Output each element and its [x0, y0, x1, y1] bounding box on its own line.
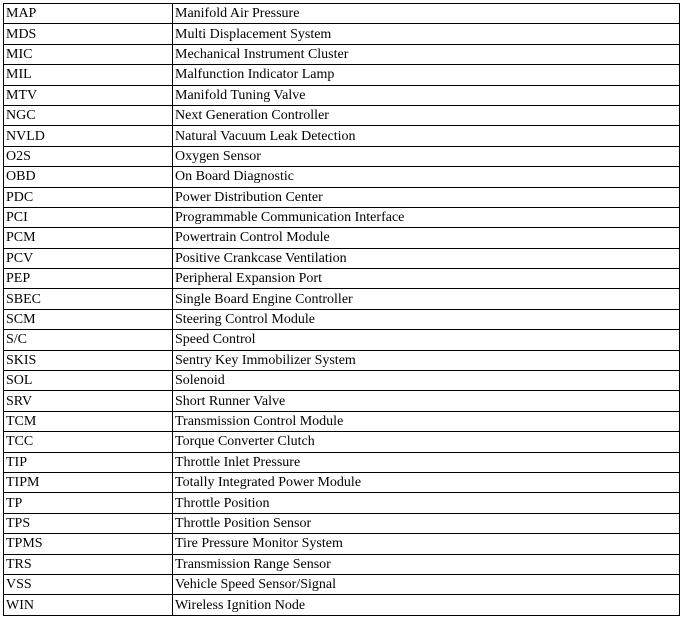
definition-cell: Tire Pressure Monitor System	[173, 534, 680, 554]
definition-cell: Sentry Key Immobilizer System	[173, 350, 680, 370]
abbreviation-cell: MTV	[4, 85, 173, 105]
abbreviation-cell: MIC	[4, 44, 173, 64]
definition-cell: Transmission Range Sensor	[173, 554, 680, 574]
abbreviation-cell: OBD	[4, 167, 173, 187]
definition-cell: Powertrain Control Module	[173, 228, 680, 248]
definition-cell: Mechanical Instrument Cluster	[173, 44, 680, 64]
definition-cell: On Board Diagnostic	[173, 167, 680, 187]
table-row	[4, 126, 680, 146]
table-row	[4, 432, 680, 452]
definition-cell: Manifold Air Pressure	[173, 4, 680, 24]
definition-cell: Vehicle Speed Sensor/Signal	[173, 574, 680, 594]
abbreviation-cell: TRS	[4, 554, 173, 574]
definition-cell: Throttle Inlet Pressure	[173, 452, 680, 472]
table-row	[4, 146, 680, 166]
table-row	[4, 330, 680, 350]
table-row	[4, 207, 680, 227]
abbreviation-cell: PEP	[4, 269, 173, 289]
table-row	[4, 513, 680, 533]
abbreviation-cell: SBEC	[4, 289, 173, 309]
definition-cell: Solenoid	[173, 371, 680, 391]
table-row	[4, 85, 680, 105]
abbreviation-table-body	[4, 4, 680, 616]
abbreviation-cell: SRV	[4, 391, 173, 411]
abbreviation-cell: MIL	[4, 65, 173, 85]
definition-cell: Single Board Engine Controller	[173, 289, 680, 309]
abbreviation-cell: SKIS	[4, 350, 173, 370]
table-row	[4, 534, 680, 554]
definition-cell: Totally Integrated Power Module	[173, 472, 680, 492]
abbreviation-cell: NGC	[4, 105, 173, 125]
definition-cell: Natural Vacuum Leak Detection	[173, 126, 680, 146]
definition-cell: Throttle Position	[173, 493, 680, 513]
abbreviation-cell: O2S	[4, 146, 173, 166]
definition-cell: Throttle Position Sensor	[173, 513, 680, 533]
definition-cell: Power Distribution Center	[173, 187, 680, 207]
table-row	[4, 65, 680, 85]
abbreviation-cell: TP	[4, 493, 173, 513]
abbreviation-cell: MDS	[4, 24, 173, 44]
abbreviation-cell: S/C	[4, 330, 173, 350]
table-row	[4, 24, 680, 44]
abbreviation-cell: TCC	[4, 432, 173, 452]
abbreviation-cell: PCV	[4, 248, 173, 268]
table-row	[4, 350, 680, 370]
table-row	[4, 371, 680, 391]
table-row	[4, 391, 680, 411]
definition-cell: Next Generation Controller	[173, 105, 680, 125]
abbreviation-cell: TCM	[4, 411, 173, 431]
abbreviation-cell: NVLD	[4, 126, 173, 146]
table-row	[4, 595, 680, 615]
table-row	[4, 4, 680, 24]
table-row	[4, 574, 680, 594]
definition-cell: Manifold Tuning Valve	[173, 85, 680, 105]
definition-cell: Torque Converter Clutch	[173, 432, 680, 452]
abbreviation-cell: TPMS	[4, 534, 173, 554]
abbreviation-cell: WIN	[4, 595, 173, 615]
table-row	[4, 228, 680, 248]
table-row	[4, 493, 680, 513]
definition-cell: Peripheral Expansion Port	[173, 269, 680, 289]
table-row	[4, 472, 680, 492]
definition-cell: Short Runner Valve	[173, 391, 680, 411]
definition-cell: Positive Crankcase Ventilation	[173, 248, 680, 268]
abbreviation-cell: SCM	[4, 309, 173, 329]
abbreviation-cell: SOL	[4, 371, 173, 391]
table-row	[4, 309, 680, 329]
abbreviation-cell: PDC	[4, 187, 173, 207]
definition-cell: Malfunction Indicator Lamp	[173, 65, 680, 85]
definition-cell: Speed Control	[173, 330, 680, 350]
definition-cell: Multi Displacement System	[173, 24, 680, 44]
abbreviation-cell: MAP	[4, 4, 173, 24]
table-row	[4, 269, 680, 289]
definition-cell: Transmission Control Module	[173, 411, 680, 431]
definition-cell: Programmable Communication Interface	[173, 207, 680, 227]
definition-cell: Oxygen Sensor	[173, 146, 680, 166]
abbreviation-table	[3, 3, 680, 616]
definition-cell: Steering Control Module	[173, 309, 680, 329]
table-row	[4, 452, 680, 472]
abbreviation-cell: PCI	[4, 207, 173, 227]
table-row	[4, 554, 680, 574]
table-row	[4, 411, 680, 431]
table-row	[4, 167, 680, 187]
abbreviation-cell: PCM	[4, 228, 173, 248]
abbreviation-cell: VSS	[4, 574, 173, 594]
table-row	[4, 187, 680, 207]
table-row	[4, 289, 680, 309]
table-row	[4, 248, 680, 268]
table-row	[4, 44, 680, 64]
abbreviation-cell: TIPM	[4, 472, 173, 492]
definition-cell: Wireless Ignition Node	[173, 595, 680, 615]
abbreviation-cell: TPS	[4, 513, 173, 533]
table-row	[4, 105, 680, 125]
abbreviation-cell: TIP	[4, 452, 173, 472]
